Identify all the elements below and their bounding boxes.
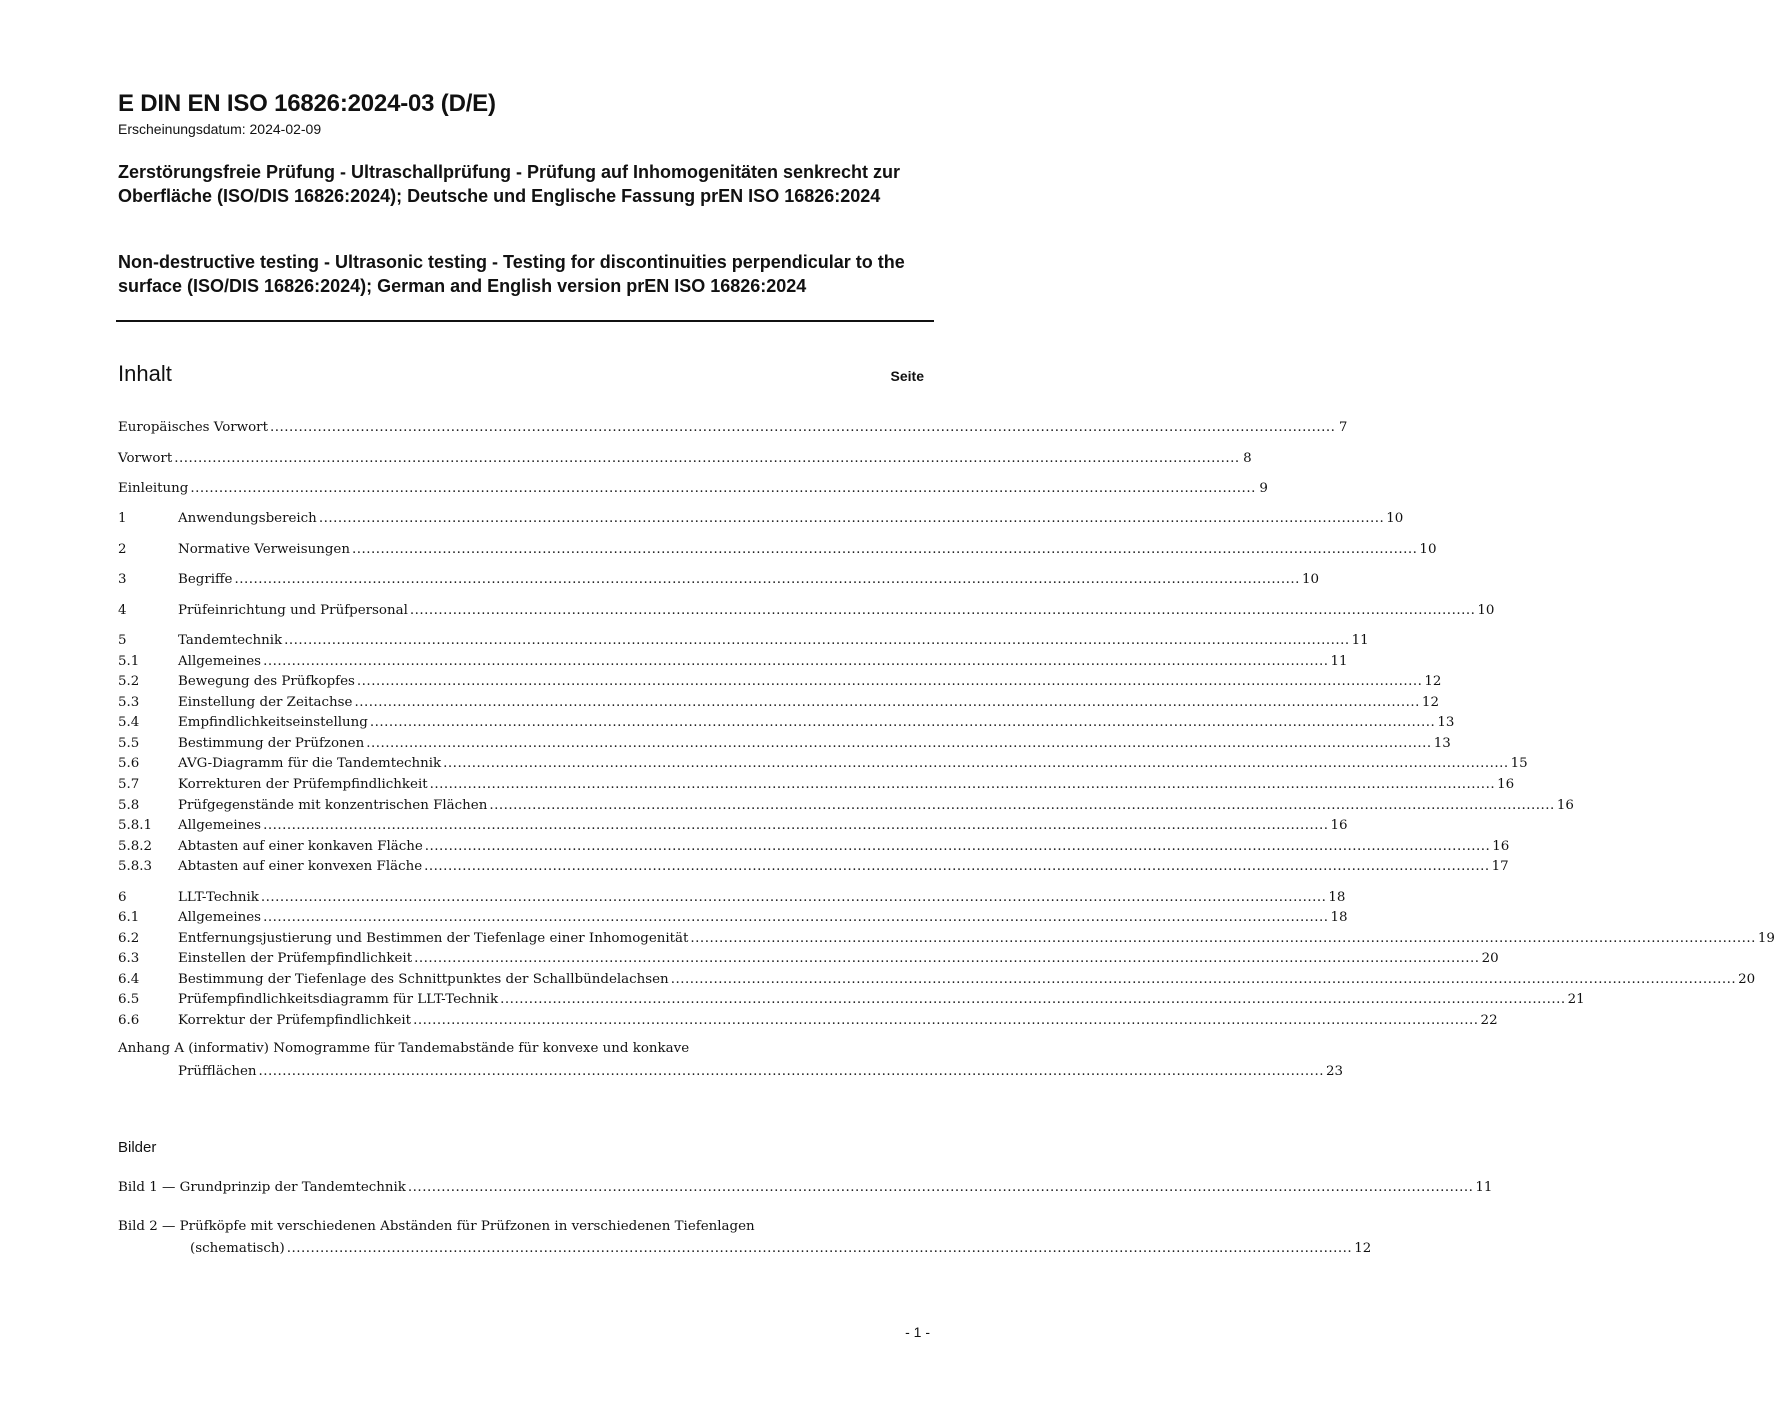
toc-entry-title: Entfernungsjustierung und Bestimmen der Tiefenlage einer Inhomogenität: [178, 931, 689, 946]
toc-entry-number: 5.4: [118, 715, 140, 730]
toc-entry-page: 10: [1477, 603, 1495, 618]
toc-entry[interactable]: [118, 796, 1574, 816]
toc-entry-number: 6.2: [118, 931, 140, 946]
toc-entry-page: 12: [1424, 674, 1442, 689]
toc-entry[interactable]: [118, 970, 1756, 990]
leader-dots: [425, 837, 1490, 857]
toc-entry-title: Begriffe: [178, 572, 233, 587]
toc-entry-page: 22: [1480, 1013, 1498, 1028]
leader-dots: [430, 775, 1495, 795]
toc-entry-number: 6.1: [118, 910, 140, 925]
toc-entry-title: Anwendungsbereich: [178, 511, 317, 526]
toc-entry[interactable]: [118, 601, 1495, 621]
toc-entry-number: 1: [118, 511, 127, 526]
toc-entry-number: 5.5: [118, 736, 140, 751]
toc-entry-title: Allgemeines: [178, 910, 262, 925]
leader-dots: [261, 888, 1326, 908]
title-divider: [116, 320, 934, 322]
leader-dots: [319, 509, 1384, 529]
toc-entry[interactable]: [118, 713, 1455, 733]
toc-entry-title: LLT-Technik: [178, 890, 259, 905]
toc-entry-page: 20: [1481, 951, 1499, 966]
toc-entry-number: 6.5: [118, 992, 140, 1007]
toc-entry[interactable]: [118, 990, 1585, 1010]
toc-entry-page: 18: [1328, 890, 1346, 905]
toc-entry[interactable]: [118, 888, 1346, 908]
leader-dots: [413, 1011, 1478, 1031]
toc-entry-title: Allgemeines: [178, 654, 262, 669]
title-german: Zerstörungsfreie Prüfung - Ultraschallprüfung - Prüfung auf Inhomogenitäten senkrecht zur Oberfläche (ISO/DIS 16826:2024); Deutsche und Englische Fassung prEN ISO 16826:2024: [118, 162, 901, 206]
toc-entry[interactable]: [118, 816, 1348, 836]
leader-dots: [259, 1062, 1324, 1082]
toc-entry-number: 6: [118, 890, 127, 905]
toc-entry-page: 10: [1419, 542, 1437, 557]
leader-dots: [414, 949, 1479, 969]
leader-dots: [263, 908, 1328, 928]
title-english: Non-destructive testing - Ultrasonic testing - Testing for discontinuities perpendicular to the surface (ISO/DIS 16826:2024); German and English version prEN ISO 16826:2024: [118, 252, 905, 296]
leader-dots: [408, 1178, 1473, 1198]
toc-entry-number: 5.7: [118, 777, 140, 792]
leader-dots: [284, 631, 1349, 651]
toc-entry[interactable]: [118, 908, 1348, 928]
toc-entry-title: Abtasten auf einer konvexen Fläche: [178, 859, 423, 874]
toc-entry[interactable]: [118, 754, 1528, 774]
toc-entry-title: Allgemeines: [178, 818, 262, 833]
leader-dots: [489, 796, 1554, 816]
toc-entry-number: 5.8: [118, 798, 140, 813]
toc-entry-title: Einleitung: [118, 481, 189, 496]
toc-entry[interactable]: [118, 570, 1319, 590]
toc-entry-title: Bewegung des Prüfkopfes: [178, 674, 355, 689]
toc-entry-page: 11: [1330, 654, 1348, 669]
leader-dots: [424, 857, 1489, 877]
toc-entry-number: 5.8.1: [118, 818, 153, 833]
toc-entry-page: 18: [1330, 910, 1348, 925]
toc-figure-page: 11: [1475, 1180, 1493, 1195]
toc-figure-entry[interactable]: [190, 1239, 1372, 1259]
leader-dots: [287, 1239, 1352, 1259]
toc-entry-number: 6.6: [118, 1013, 140, 1028]
toc-entry-number: 3: [118, 572, 127, 587]
toc-entry-number: 4: [118, 603, 127, 618]
toc-entry-page: 19: [1757, 931, 1775, 946]
toc-heading: Inhalt: [118, 361, 172, 386]
leader-dots: [174, 449, 1239, 469]
leader-dots: [370, 713, 1435, 733]
leader-dots: [443, 754, 1508, 774]
toc-entry[interactable]: [118, 449, 1252, 469]
toc-entry-title: Normative Verweisungen: [178, 542, 350, 557]
toc-entry[interactable]: [118, 509, 1404, 529]
publication-date: Erscheinungsdatum: 2024-02-09: [118, 121, 322, 137]
document-id: E DIN EN ISO 16826:2024-03 (D/E): [118, 90, 496, 117]
leader-dots: [366, 734, 1431, 754]
toc-entry-number: 5.8.2: [118, 839, 153, 854]
toc-entry[interactable]: [118, 949, 1499, 969]
figures-heading: Bilder: [118, 1139, 157, 1156]
leader-dots: [690, 929, 1755, 949]
toc-entry-title: Korrekturen der Prüfempfindlichkeit: [178, 777, 428, 792]
toc-entry-title: Vorwort: [118, 451, 173, 466]
leader-dots: [263, 652, 1328, 672]
toc-entry-page: 15: [1510, 756, 1528, 771]
toc-entry[interactable]: [118, 775, 1515, 795]
toc-entry-page: 20: [1738, 972, 1756, 987]
toc-entry-page: 10: [1301, 572, 1319, 587]
toc-entry-page: 7: [1338, 420, 1348, 435]
toc-entry-title: Abtasten auf einer konkaven Fläche: [178, 839, 423, 854]
toc-figure-title[interactable]: Bild 2 — Prüfköpfe mit verschiedenen Abständen für Prüfzonen in verschiedenen Tiefenlagen: [118, 1219, 755, 1234]
toc-entry-page: 16: [1556, 798, 1574, 813]
toc-entry-number: 6.3: [118, 951, 140, 966]
toc-entry[interactable]: [118, 672, 1442, 692]
toc-entry-number: 5.6: [118, 756, 140, 771]
toc-entry-title: Prüfeinrichtung und Prüfpersonal: [178, 603, 408, 618]
toc-entry-number: 6.4: [118, 972, 140, 987]
toc-entry-page: 12: [1421, 695, 1439, 710]
toc-entry-page: 16: [1330, 818, 1348, 833]
toc-entry-page: 8: [1243, 451, 1252, 466]
toc-entry-title: Einstellung der Zeitachse: [178, 695, 353, 710]
toc-entry-page: 16: [1497, 777, 1515, 792]
toc-entry-page: 13: [1433, 736, 1451, 751]
toc-entry[interactable]: [118, 1011, 1498, 1031]
toc-entry[interactable]: [118, 734, 1451, 754]
toc-entry[interactable]: [118, 479, 1268, 499]
leader-dots: [500, 990, 1565, 1010]
toc-entry[interactable]: [118, 693, 1439, 713]
toc-annex-title[interactable]: Anhang A (informativ) Nomogramme für Tandemabstände für konvexe und konkave: [118, 1041, 690, 1056]
toc-entry-number: 2: [118, 542, 127, 557]
toc-entry-page: 21: [1567, 992, 1585, 1007]
toc-entry-page: 11: [1351, 633, 1369, 648]
toc-annex-title-cont: Prüfflächen: [178, 1064, 257, 1079]
toc-entry-number: 5.3: [118, 695, 140, 710]
toc-entry[interactable]: [118, 540, 1437, 560]
toc-entry-title: Bestimmung der Tiefenlage des Schnittpunktes der Schallbündelachsen: [178, 972, 669, 987]
toc-entry-page: 13: [1437, 715, 1455, 730]
toc-page-column-header: Seite: [890, 368, 924, 384]
toc-entry-page: 17: [1491, 859, 1509, 874]
leader-dots: [410, 601, 1475, 621]
toc-entry-number: 5: [118, 633, 127, 648]
toc-entry-title: Empfindlichkeitseinstellung: [178, 715, 368, 730]
toc-entry-title: Prüfempfindlichkeitsdiagramm für LLT-Technik: [178, 992, 499, 1007]
leader-dots: [263, 816, 1328, 836]
toc-entry-number: 5.2: [118, 674, 140, 689]
toc-figure-title-cont: (schematisch): [190, 1241, 285, 1256]
toc-entry-title: AVG-Diagramm für die Tandemtechnik: [178, 756, 442, 771]
toc-entry[interactable]: [118, 837, 1510, 857]
toc-figure-entry[interactable]: [118, 1178, 1493, 1198]
leader-dots: [234, 570, 1299, 590]
toc-entry-number: 5.8.3: [118, 859, 153, 874]
toc-entry-page: 9: [1259, 481, 1268, 496]
leader-dots: [270, 418, 1335, 438]
toc-entry-number: 5.1: [118, 654, 140, 669]
leader-dots: [190, 479, 1255, 499]
toc-entry[interactable]: [118, 929, 1775, 949]
toc-figure-title: Bild 1 — Grundprinzip der Tandemtechnik: [118, 1180, 406, 1195]
toc-entry[interactable]: [118, 652, 1348, 672]
toc-figure-page: 12: [1354, 1241, 1372, 1256]
toc-entry-title: Einstellen der Prüfempfindlichkeit: [178, 951, 413, 966]
toc-entry-title: Korrektur der Prüfempfindlichkeit: [178, 1013, 412, 1028]
toc-entry-page: 16: [1492, 839, 1510, 854]
toc-entry[interactable]: [118, 631, 1369, 651]
toc-entry-title: Prüfgegenstände mit konzentrischen Flächen: [178, 798, 488, 813]
toc-entry-page: 10: [1386, 511, 1404, 526]
leader-dots: [352, 540, 1417, 560]
leader-dots: [354, 693, 1419, 713]
page-number: - 1 -: [905, 1324, 930, 1340]
leader-dots: [671, 970, 1736, 990]
toc-entry-title: Tandemtechnik: [178, 633, 283, 648]
toc-entry-title: Bestimmung der Prüfzonen: [178, 736, 365, 751]
toc-entry-title: Europäisches Vorwort: [118, 420, 268, 435]
toc-entry[interactable]: [118, 857, 1509, 877]
toc-entry[interactable]: [118, 418, 1348, 438]
leader-dots: [357, 672, 1422, 692]
toc-annex-page: 23: [1325, 1064, 1344, 1079]
toc-annex-entry[interactable]: [178, 1062, 1344, 1082]
